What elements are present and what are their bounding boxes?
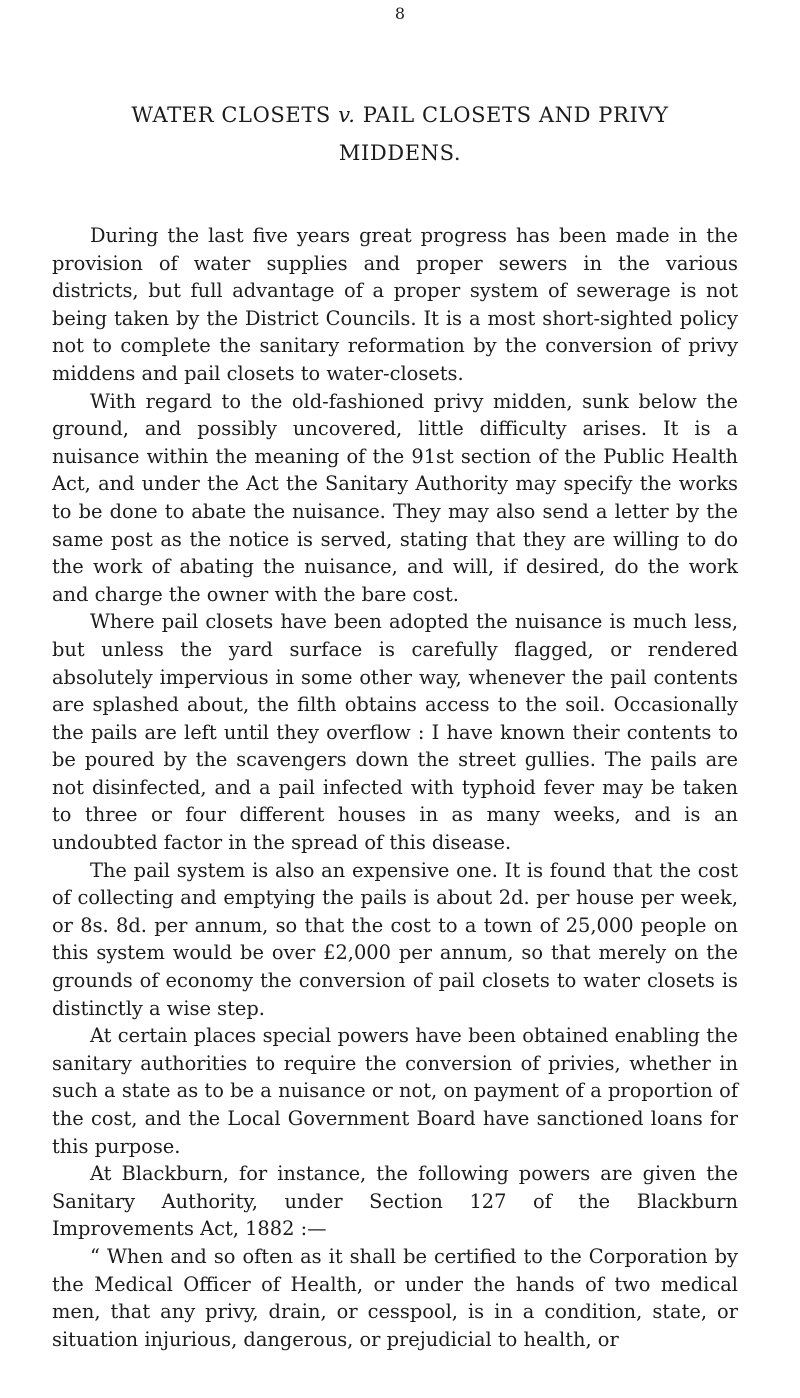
paragraph: At Blackburn, for instance, the following powers are given the Sanitary Authority, under Section 127 of the Blackburn Improvements Act, 1882 :—	[52, 1162, 738, 1241]
section-heading	[60, 96, 740, 172]
quotation-paragraph: “ When and so often as it shall be certified to the Corporation by the Medical Officer of Health, or under the hands of two medical men, that any privy, drain, or cesspool, is in a condition, state, or situation injurious, dangerous, or prejudicial to health, or	[52, 1244, 738, 1351]
heading-versus: v.	[338, 103, 356, 127]
heading-part-water-closets: WATER CLOSETS	[131, 103, 331, 127]
body-text	[52, 222, 738, 1353]
heading-line-1	[60, 96, 740, 134]
paragraph: At certain places special powers have been obtained enabling the sanitary authorities to require the conversion of privies, whether in such a state as to be a nuisance or not, on payment of a proportion of the cost, and the Local Government Board have sanctioned loans for this purpose.	[52, 1024, 738, 1158]
heading-line-2: MIDDENS.	[338, 141, 462, 165]
paragraph: With regard to the old-fashioned privy midden, sunk below the ground, and possibly uncovered, little difficulty arises. It is a nuisance within the meaning of the 91st section of the Public Health Act, and under the Act the Sanitary Authority may specify the works to be done to abate the nuisance. They may also send a letter by the same post as the notice is served, stating that they are willing to do the work of abating the nuisance, and will, if desired, do the work and charge the owner with the bare cost.	[52, 389, 738, 606]
paragraph: During the last five years great progress has been made in the provision of water supplies and proper sewers in the various districts, but full advantage of a proper system of sewerage is not being taken by the District Councils. It is a most short-sighted policy not to complete the sanitary reformation by the conversion of privy middens and pail closets to water-closets.	[52, 224, 738, 385]
paragraph: Where pail closets have been adopted the nuisance is much less, but unless the yard surface is carefully flagged, or rendered absolutely impervious in some other way, whenever the pail contents are splashed about, the filth obtains access to the soil. Occasionally the pails are left until they overflow : I have known their contents to be poured by the scavengers down the street gullies. The pails are not disinfected, and a pail infected with typhoid fever may be taken to three or four different houses in as many weeks, and is an undoubted factor in the spread of this disease.	[52, 610, 738, 855]
paragraph: The pail system is also an expensive one. It is found that the cost of collecting and emptying the pails is about 2d. per house per week, or 8s. 8d. per annum, so that the cost to a town of 25,000 people on this system would be over £2,000 per annum, so that merely on the grounds of economy the conversion of pail closets to water closets is distinctly a wise step.	[52, 858, 738, 1020]
heading-part-pail-closets: PAIL CLOSETS AND PRIVY	[362, 103, 669, 127]
page-number: 8	[394, 4, 406, 23]
